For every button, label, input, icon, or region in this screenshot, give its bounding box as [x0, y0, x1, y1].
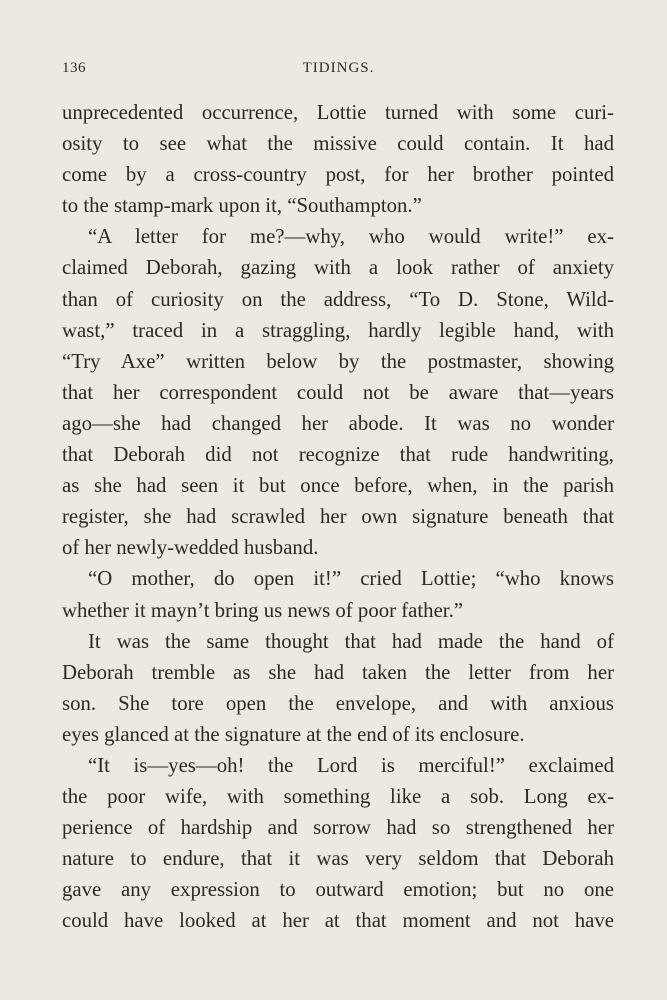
text-line: eyes glanced at the signature at the end of its enclosure. — [62, 722, 525, 746]
text-line: It was the same thought that had made the hand of — [88, 629, 614, 653]
running-head — [62, 60, 615, 82]
text-line: whether it mayn’t bring us news of poor father.” — [62, 598, 464, 622]
text-line: osity to see what the missive could contain. It had — [62, 132, 614, 156]
text-line: unprecedented occurrence, Lottie turned with some curi- — [62, 101, 614, 124]
text-line: as she had seen it but once before, when, in the parish — [62, 474, 614, 498]
text-line: “O mother, do open it!” cried Lottie; “who knows — [88, 567, 614, 591]
text-line: nature to endure, that it was very seldom that Deborah — [62, 847, 614, 871]
text-line: the poor wife, with something like a sob. Long ex- — [62, 785, 614, 809]
text-line: come by a cross-country post, for her brother pointed — [62, 163, 614, 187]
text-line: perience of hardship and sorrow had so strengthened her — [62, 816, 614, 840]
text-line: could have looked at her at that moment and not have — [62, 909, 614, 933]
text-line: that her correspondent could not be aware that—years — [62, 380, 614, 404]
text-line: “A letter for me?—why, who would write!” ex- — [88, 225, 614, 249]
text-line: to the stamp-mark upon it, “Southampton.” — [62, 194, 422, 218]
text-line: son. She tore open the envelope, and with anxious — [62, 691, 614, 715]
text-line: “It is—yes—oh! the Lord is merciful!” exclaimed — [88, 753, 614, 777]
text-line: than of curiosity on the address, “To D. Stone, Wild- — [62, 287, 614, 311]
page-number: 136 — [62, 60, 86, 76]
text-line: gave any expression to outward emotion; but no one — [62, 878, 614, 902]
text-line: of her newly-wedded husband. — [62, 536, 319, 560]
text-line: wast,” traced in a straggling, hardly legible hand, with — [62, 318, 614, 342]
text-line: Deborah tremble as she had taken the letter from her — [62, 660, 614, 684]
text-line: register, she had scrawled her own signature beneath that — [62, 505, 614, 529]
running-title: TIDINGS. — [302, 60, 375, 76]
text-line: claimed Deborah, gazing with a look rather of anxiety — [62, 256, 614, 280]
text-line: that Deborah did not recognize that rude handwriting, — [62, 443, 614, 467]
text-line: “Try Axe” written below by the postmaster, showing — [62, 349, 614, 373]
body-text — [62, 97, 614, 937]
text-line: ago—she had changed her abode. It was no wonder — [62, 411, 614, 435]
